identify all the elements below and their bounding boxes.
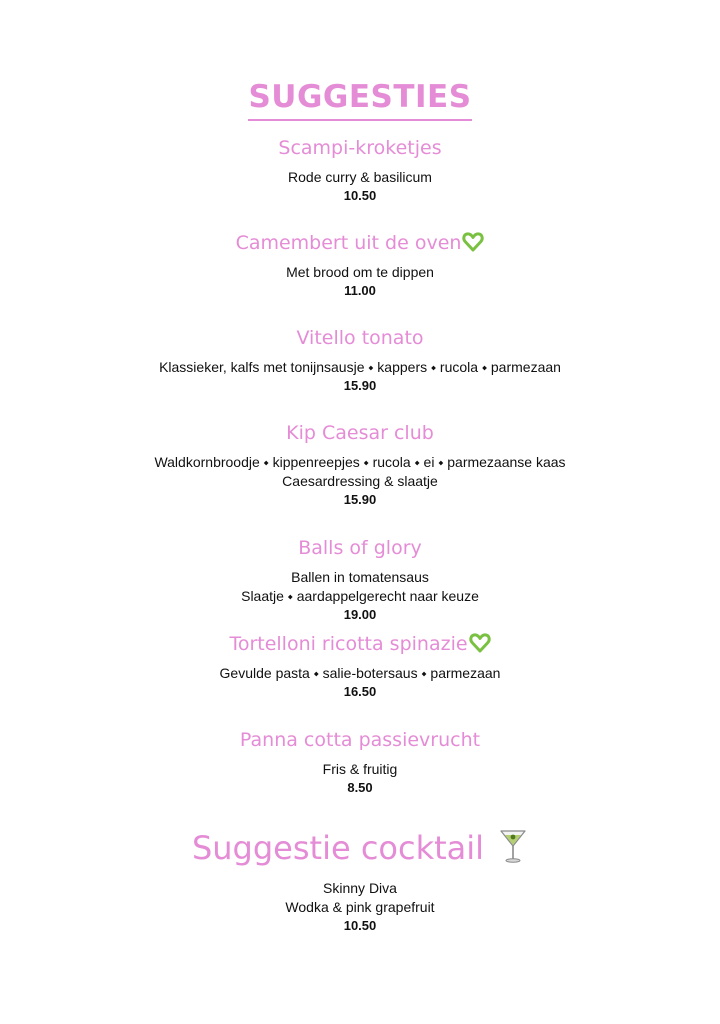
page-title-text: SUGGESTIES	[248, 78, 471, 121]
cocktail-heading	[0, 826, 720, 870]
menu-item-name: Camembert uit de oven	[0, 231, 720, 255]
menu-item-price: 15.90	[343, 492, 377, 507]
menu-item-description: Klassieker, kalfs met tonijnsausje ⬩ kappers ⬩ rucola ⬩ parmezaan	[159, 359, 561, 375]
menu-item-description: Rode curry & basilicum	[288, 169, 432, 185]
menu-item-description: Gevulde pasta ⬩ salie-botersaus ⬩ parmezaan	[219, 665, 501, 681]
menu-item-name: Tortelloni ricotta spinazie	[0, 632, 720, 656]
menu-item-description: Caesardressing & slaatje	[282, 473, 438, 489]
cocktail-glass-icon	[498, 828, 528, 869]
menu-item-name: Scampi-kroketjes	[278, 137, 442, 159]
menu-item-price: 19.00	[343, 607, 377, 622]
menu-item-price: 11.00	[344, 283, 376, 298]
menu-item-name: Vitello tonato	[296, 327, 424, 349]
menu-item-price: 10.50	[343, 188, 377, 203]
menu-item-description: Slaatje ⬩ aardappelgerecht naar keuze	[241, 588, 479, 604]
menu-item-price: 8.50	[347, 780, 373, 795]
menu-item-description: Ballen in tomatensaus	[291, 569, 429, 585]
menu-item-tortelloni	[0, 632, 720, 701]
menu-item-description: Waldkornbroodje ⬩ kippenreepjes ⬩ rucola ⬩ ei ⬩ parmezaanse kaas	[154, 454, 566, 470]
cocktail-price: 10.50	[343, 918, 377, 933]
menu-item-kip-caesar-club	[0, 421, 720, 509]
menu-item-balls-of-glory	[0, 536, 720, 624]
page-title	[0, 78, 720, 121]
menu-item-camembert	[0, 231, 720, 300]
cocktail-item	[0, 879, 720, 935]
menu-item-vitello-tonato	[0, 326, 720, 395]
menu-item-name: Balls of glory	[298, 537, 422, 559]
cocktail-heading-text: Suggestie cocktail	[191, 829, 485, 867]
cocktail-description: Wodka & pink grapefruit	[285, 899, 435, 915]
cocktail-name: Skinny Diva	[323, 880, 397, 896]
menu-item-description: Met brood om te dippen	[286, 264, 434, 280]
menu-item-name: Kip Caesar club	[286, 422, 434, 444]
menu-item-panna-cotta	[0, 728, 720, 797]
menu-item-name: Panna cotta passievrucht	[239, 729, 481, 751]
menu-item-scampi-kroketjes	[0, 136, 720, 205]
menu-item-description: Fris & fruitig	[322, 761, 398, 777]
green-heart-icon	[462, 231, 484, 259]
menu-item-price: 15.90	[343, 378, 377, 393]
green-heart-icon	[469, 632, 491, 660]
menu-item-price: 16.50	[343, 684, 377, 699]
